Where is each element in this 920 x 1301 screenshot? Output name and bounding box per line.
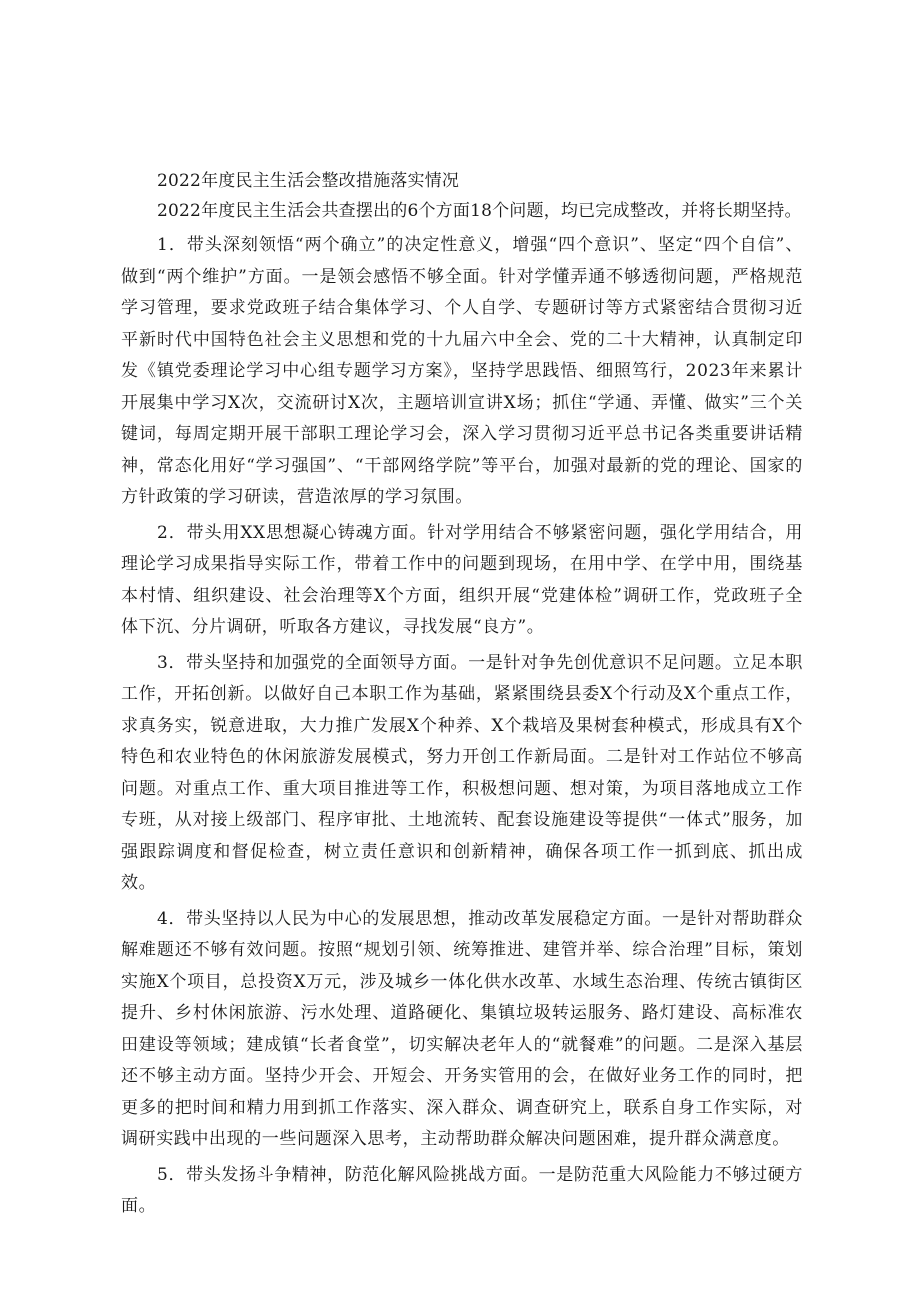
- intro-paragraph: 2022年度民主生活会共查摆出的6个方面18个问题，均已完成整改，并将长期坚持。: [157, 201, 802, 221]
- document-title: 2022年度民主生活会整改措施落实情况: [157, 171, 460, 191]
- item-paragraph-2: 2．带头用XX思想凝心铸魂方面。针对学用结合不够紧密问题，强化学用结合，用理论学习成果指导实际工作，带着工作中的问题到现场，在用中学、在学中用，围绕基本村情、组织建设、社会治理等X个方面，组织开展“党建体检”调研工作，党政班子全体下沉、分片调研，听取各方建议，寻找发展“良方”。: [121, 522, 803, 637]
- item-paragraph-4: 4．带头坚持以人民为中心的发展思想，推动改革发展稳定方面。一是针对帮助群众解难题还不够有效问题。按照“规划引领、统筹推进、建管并举、综合治理”目标，策划实施X个项目，总投资X万元，涉及城乡一体化供水改革、水域生态治理、传统古镇街区提升、乡村休闲旅游、污水处理、道路硬化、集镇垃圾转运服务、路灯建设、高标准农田建设等领域；建成镇“长者食堂”，切实解决老年人的“就餐难”的问题。二是深入基层还不够主动方面。坚持少开会、开短会、开务实管用的会，在做好业务工作的同时，把更多的把时间和精力用到抓工作落实、深入群众、调查研究上，联系自身工作实际，对调研实践中出现的一些问题深入思考，主动帮助群众解决问题困难，提升群众满意度。: [121, 908, 803, 1149]
- document-page: [121, 166, 803, 1223]
- item-paragraph-3: 3．带头坚持和加强党的全面领导方面。一是针对争先创优意识不足问题。立足本职工作，开拓创新。以做好自己本职工作为基础，紧紧围绕县委X个行动及X个重点工作，求真务实，锐意进取，大力推广发展X个种养、X个栽培及果树套种模式，形成具有X个特色和农业特色的休闲旅游发展模式，努力开创工作新局面。二是针对工作站位不够高问题。对重点工作、重大项目推进等工作，积极想问题、想对策，为项目落地成立工作专班，从对接上级部门、程序审批、土地流转、配套设施建设等提供“一体式”服务，加强跟踪调度和督促检查，树立责任意识和创新精神，确保各项工作一抓到底、抓出成效。: [121, 652, 803, 893]
- item-paragraph-5: 5．带头发扬斗争精神，防范化解风险挑战方面。一是防范重大风险能力不够过硬方面。: [121, 1164, 803, 1216]
- item-paragraph-1: 1．带头深刻领悟“两个确立”的决定性意义，增强“四个意识”、坚定“四个自信”、做到“两个维护”方面。一是领会感悟不够全面。针对学懂弄通不够透彻问题，严格规范学习管理，要求党政班子结合集体学习、个人自学、专题研讨等方式紧密结合贯彻习近平新时代中国特色社会主义思想和党的十九届六中全会、党的二十大精神，认真制定印发《镇党委理论学习中心组专题学习方案》，坚持学思践悟、细照笃行，2023年来累计开展集中学习X次，交流研讨X次，主题培训宣讲X场；抓住“学通、弄懂、做实”三个关键词，每周定期开展干部职工理论学习会，深入学习贯彻习近平总书记各类重要讲话精神，常态化用好“学习强国”、“干部网络学院”等平台，加强对最新的党的理论、国家的方针政策的学习研读，营造浓厚的学习氛围。: [121, 235, 803, 507]
